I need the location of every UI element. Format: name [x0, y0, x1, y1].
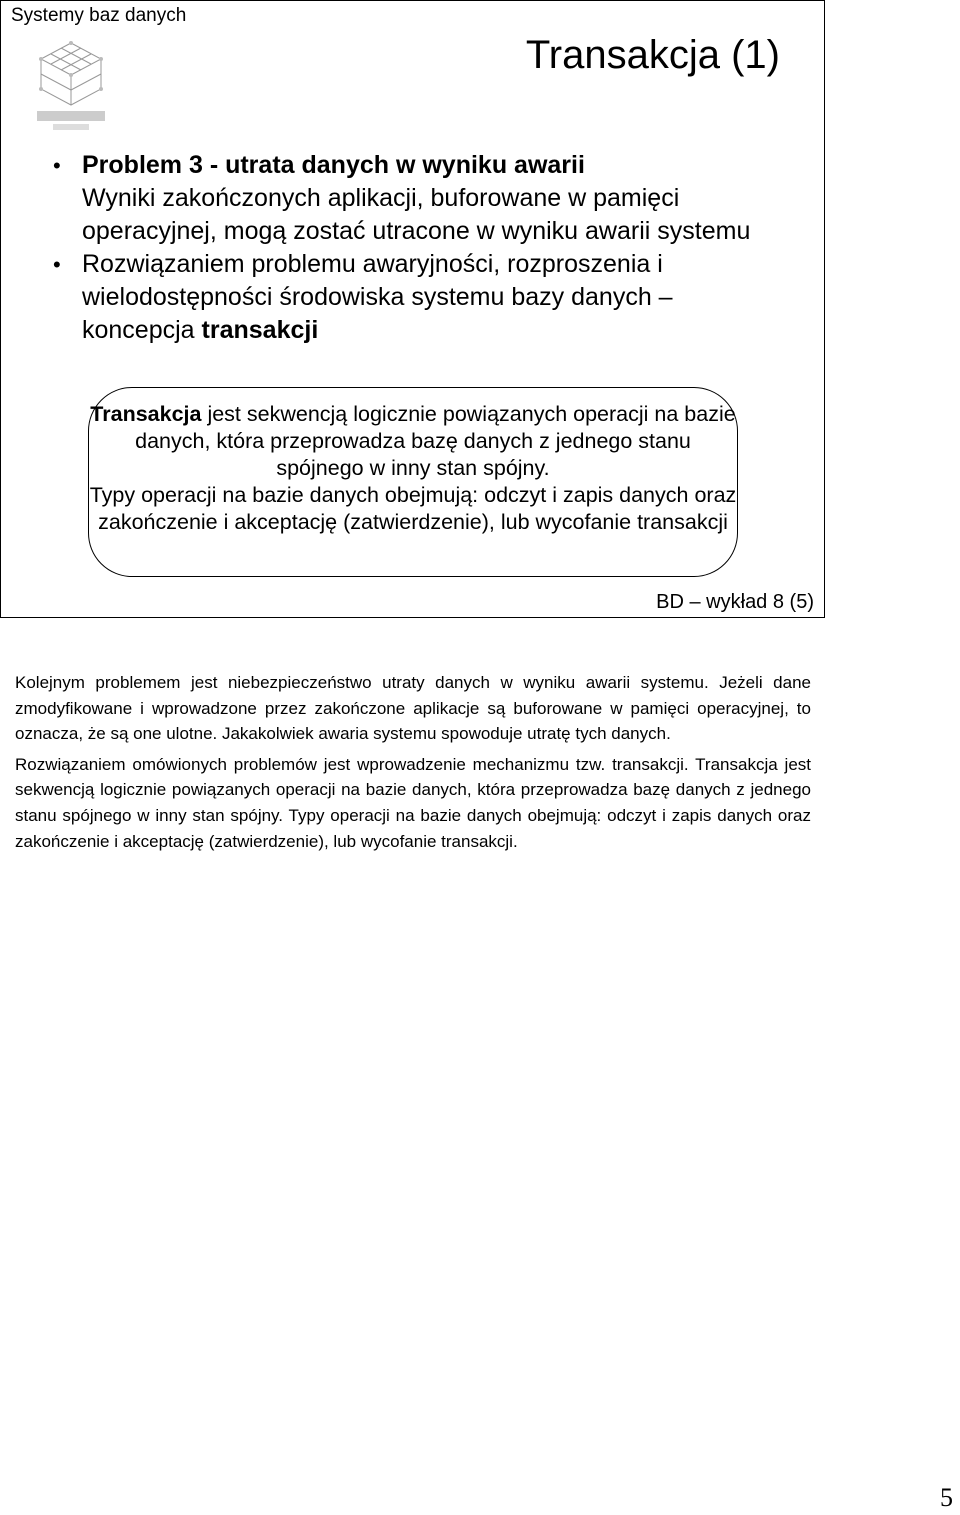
- slide-title: Transakcja (1): [525, 33, 780, 77]
- bullet-list: [53, 149, 773, 347]
- notes-paragraph: Rozwiązaniem omówionych problemów jest wprowadzenie mechanizmu tzw. transakcji. Transakcja jest sekwencją logicznie powiązanych operacji na bazie danych, która przeprowadza bazę danych z jednego stanu spójnego w inny stan spójny. Typy operacji na bazie danych obejmują: odczyt i zapis danych oraz zakończenie i akceptację (zatwierdzenie), lub wycofanie transakcji.: [15, 754, 811, 851]
- definition-text: jest sekwencją logicznie powiązanych operacji na bazie danych, która przeprowadza bazę danych z jednego stanu spójnego w inny stan spójny.: [135, 402, 736, 480]
- definition-box: [88, 387, 738, 577]
- slide-frame: [0, 0, 825, 618]
- bullet-item: [53, 248, 773, 347]
- bullet-text: Wyniki zakończonych aplikacji, buforowane w pamięci operacyjnej, mogą zostać utracone w wyniku awarii systemu: [82, 184, 751, 245]
- bullet-item: [53, 149, 773, 248]
- page-number: 5: [940, 1483, 953, 1512]
- bullet-bold-term: transakcji: [201, 316, 319, 344]
- course-name: Systemy baz danych: [11, 5, 187, 26]
- bullet-heading: Problem 3 - utrata danych w wyniku awarii: [82, 151, 585, 179]
- bullet-text: Rozwiązaniem problemu awaryjności, rozproszenia i wielodostępności środowiska systemu bazy danych – koncepcja: [82, 250, 673, 344]
- definition-operations: Typy operacji na bazie danych obejmują: odczyt i zapis danych oraz zakończenie i akceptację (zatwierdzenie), lub wycofanie transakcji: [89, 483, 737, 534]
- slide-footer: BD – wykład 8 (5): [656, 591, 814, 613]
- lecture-notes: [15, 670, 811, 859]
- notes-paragraph: Kolejnym problemem jest niebezpieczeństwo utraty danych w wyniku awarii systemu. Jeżeli dane zmodyfikowane i wprowadzone przez zakończone aplikacje są buforowane w pamięci operacyjnej, to oznacza, że są one ulotne. Jakakolwiek awaria systemu spowoduje utratę tych danych.: [15, 673, 811, 744]
- university-logo: [31, 29, 111, 135]
- definition-term: Transakcja: [90, 402, 202, 426]
